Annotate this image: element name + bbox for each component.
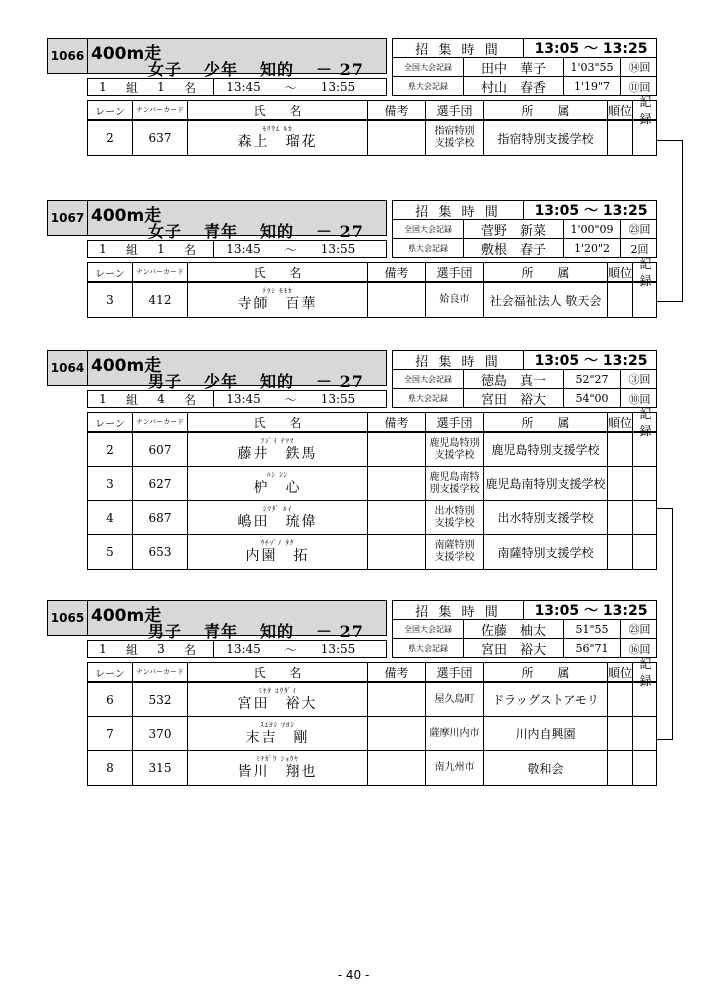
record-cell	[633, 283, 658, 317]
team-line: 支援学校	[434, 449, 475, 461]
page-number: - 40 -	[337, 968, 370, 982]
category-part: 少年	[204, 372, 239, 391]
gather-time: 13:05 ～ 13:25	[523, 39, 658, 57]
category-part: 知的	[260, 222, 295, 241]
header-record: 記 録	[639, 257, 652, 288]
prefectural-record-value: 1'19"7	[563, 77, 620, 96]
time-wave: 〜	[284, 392, 297, 407]
note-cell	[368, 717, 426, 750]
gather-row	[393, 351, 656, 370]
national-record-label: 全国大会記録	[404, 62, 452, 72]
national-record-holder: 田中 華子	[463, 58, 563, 76]
athlete-name: 枦 心	[253, 479, 302, 496]
group-mei-label: 名	[183, 80, 196, 95]
prefectural-record-row	[393, 639, 656, 658]
group-count: 4	[157, 392, 165, 406]
table-row	[88, 283, 656, 317]
header-affiliation: 所 属	[484, 101, 608, 119]
header-team: 選手団	[426, 263, 484, 281]
header-rank: 順位	[608, 413, 633, 431]
bracket-connector	[657, 140, 683, 302]
national-record-value: 51"55	[563, 620, 620, 638]
end-time: 13:55	[320, 242, 356, 256]
team-cell	[426, 535, 484, 569]
record-info-box	[392, 38, 657, 96]
group-kumi-label: 組	[125, 80, 138, 95]
rank-cell	[608, 467, 633, 500]
national-record-holder: 菅野 新菜	[463, 220, 563, 238]
number-card: 315	[133, 751, 188, 785]
prefectural-record-holder: 宮田 裕大	[463, 639, 563, 658]
athlete-name-cell	[188, 121, 368, 155]
header-lane: レーン	[88, 413, 133, 431]
header-lane: レーン	[88, 101, 133, 119]
group-count: 1	[157, 242, 165, 256]
prefectural-record-value: 1'20"2	[563, 239, 620, 258]
national-record-value: 52"27	[563, 370, 620, 388]
category-part: 青年	[204, 222, 239, 241]
national-record-edition: ③回	[620, 370, 658, 388]
record-cell	[633, 121, 658, 155]
event-number: 1064	[47, 350, 87, 386]
record-cell	[633, 535, 658, 569]
table-header	[88, 257, 656, 288]
national-record-edition: ㉓回	[620, 220, 658, 238]
team-line: 屋久島町	[434, 693, 475, 705]
event-name: 400m走	[91, 206, 162, 226]
start-time: 13:45	[213, 391, 273, 407]
number-card: 532	[133, 683, 188, 716]
team-cell	[426, 121, 484, 155]
prefectural-record-holder: 宮田 裕大	[463, 389, 563, 408]
header-team: 選手団	[426, 413, 484, 431]
prefectural-record-value: 56"71	[563, 639, 620, 658]
national-record-value: 1'03"55	[563, 58, 620, 76]
prefectural-record-edition: 2回	[620, 239, 658, 258]
end-time: 13:55	[320, 642, 356, 656]
category-part: － 27	[316, 60, 364, 79]
group-count: 3	[157, 642, 165, 656]
gather-row	[393, 201, 656, 220]
national-record-row	[393, 620, 656, 639]
national-record-label: 全国大会記録	[404, 374, 452, 384]
team-line: 別支援学校	[429, 483, 480, 495]
national-record-row	[393, 220, 656, 239]
header-affiliation: 所 属	[484, 263, 608, 281]
table-row	[88, 501, 656, 535]
header-team: 選手団	[426, 101, 484, 119]
team-cell	[426, 467, 484, 500]
number-card: 687	[133, 501, 188, 534]
athlete-kana: ﾐﾔﾀ ﾕｳﾀﾞｲ	[258, 686, 297, 695]
athlete-kana: ｳﾁｿﾞﾉ ﾀｸ	[260, 539, 295, 547]
table-row	[88, 535, 656, 569]
athlete-name: 藤井 鉄馬	[237, 445, 318, 462]
header-number-card: ナンバーカード	[133, 663, 188, 681]
prefectural-record-label: 県大会記録	[408, 644, 448, 653]
note-cell	[368, 501, 426, 534]
athlete-name: 内園 拓	[245, 548, 310, 564]
group-number: 1	[99, 242, 107, 256]
category-part: 知的	[260, 622, 295, 641]
header-record: 記 録	[639, 95, 652, 126]
note-cell	[368, 121, 426, 155]
prefectural-record-edition: ⑪回	[620, 77, 658, 96]
gather-label: 招 集 時 間	[415, 604, 501, 620]
note-cell	[368, 467, 426, 500]
prefectural-record-value: 54"00	[563, 389, 620, 408]
event-title-band	[87, 38, 387, 79]
national-record-row	[393, 58, 656, 77]
national-record-value: 1'00"09	[563, 220, 620, 238]
team-line: 指宿特別	[434, 126, 475, 137]
record-cell	[633, 467, 658, 500]
athlete-name: 寺師 百華	[237, 296, 318, 312]
athlete-name-cell	[188, 717, 368, 750]
rank-cell	[608, 751, 633, 785]
athlete-name: 末吉 剛	[245, 729, 310, 746]
prefectural-record-label: 県大会記録	[408, 244, 448, 253]
event-category	[148, 57, 386, 80]
end-time: 13:55	[320, 80, 356, 94]
table-row	[88, 683, 656, 717]
athlete-name-cell	[188, 467, 368, 500]
event-category	[148, 369, 386, 392]
note-cell	[368, 683, 426, 716]
event-title-band	[87, 350, 387, 391]
team-cell	[426, 683, 484, 716]
team-line: 出水特別	[434, 505, 475, 517]
prefectural-record-row	[393, 77, 656, 96]
lane-number: 4	[88, 501, 133, 534]
prefectural-record-holder: 敷根 春子	[463, 239, 563, 258]
lane-number: 5	[88, 535, 133, 569]
start-time: 13:45	[213, 241, 273, 257]
record-cell	[633, 683, 658, 716]
athlete-kana: ﾌｼﾞｲ ﾃﾂﾏ	[260, 436, 295, 445]
affiliation: 川内自興園	[484, 717, 608, 750]
gather-row	[393, 601, 656, 620]
entry-table	[87, 95, 657, 156]
table-row	[88, 121, 656, 155]
team-cell	[426, 717, 484, 750]
athlete-name-cell	[188, 283, 368, 317]
gather-label: 招 集 時 間	[415, 42, 501, 58]
athlete-name: 宮田 裕大	[237, 695, 318, 712]
rank-cell	[608, 433, 633, 466]
header-lane: レーン	[88, 263, 133, 281]
number-card: 627	[133, 467, 188, 500]
header-number-card: ナンバーカード	[133, 263, 188, 281]
event-name: 400m走	[91, 606, 162, 626]
event-name: 400m走	[91, 356, 162, 376]
category-part: 男子	[148, 622, 183, 641]
header-rank: 順位	[608, 663, 633, 681]
athlete-name-cell	[188, 535, 368, 569]
athlete-name: 皆川 翔也	[237, 764, 318, 780]
event-number: 1066	[47, 38, 87, 74]
header-name: 氏 名	[188, 263, 368, 281]
gather-time: 13:05 ～ 13:25	[523, 601, 658, 619]
prefectural-record-row	[393, 239, 656, 258]
gather-row	[393, 39, 656, 58]
prefectural-record-edition: ⑯回	[620, 639, 658, 658]
header-number-card: ナンバーカード	[133, 101, 188, 119]
event-category	[148, 219, 386, 242]
national-record-edition: ㉓回	[620, 620, 658, 638]
team-line: 南薩特別	[434, 540, 475, 551]
category-part: 知的	[260, 60, 295, 79]
header-rank: 順位	[608, 263, 633, 281]
national-record-holder: 徳島 真一	[463, 370, 563, 388]
team-line: 支援学校	[434, 552, 475, 563]
group-count: 1	[157, 80, 165, 94]
rank-cell	[608, 283, 633, 317]
lane-number: 2	[88, 433, 133, 466]
category-part: 知的	[260, 372, 295, 391]
header-note: 備考	[368, 663, 426, 681]
header-record: 記 録	[639, 407, 652, 438]
header-lane: レーン	[88, 663, 133, 681]
prefectural-record-edition: ⑩回	[620, 389, 658, 408]
rank-cell	[608, 121, 633, 155]
affiliation: 鹿児島特別支援学校	[484, 433, 608, 466]
header-affiliation: 所 属	[484, 663, 608, 681]
table-row	[88, 751, 656, 785]
team-line: 薩摩川内市	[429, 727, 480, 739]
category-part: 男子	[148, 372, 183, 391]
group-mei-label: 名	[183, 392, 196, 407]
header-name: 氏 名	[188, 663, 368, 681]
record-cell	[633, 501, 658, 534]
national-record-label: 全国大会記録	[404, 224, 452, 234]
table-header	[88, 657, 656, 688]
lane-number: 8	[88, 751, 133, 785]
affiliation: 敬和会	[484, 751, 608, 785]
athlete-kana: ﾃﾗｼ ﾓﾓｶ	[262, 287, 293, 295]
note-cell	[368, 751, 426, 785]
affiliation: 社会福祉法人 敬天会	[484, 283, 608, 317]
note-cell	[368, 433, 426, 466]
rank-cell	[608, 683, 633, 716]
category-part: 青年	[204, 622, 239, 641]
number-card: 653	[133, 535, 188, 569]
prefectural-record-row	[393, 389, 656, 408]
athlete-kana: ﾊｼ ｼﾝ	[266, 470, 289, 479]
rank-cell	[608, 535, 633, 569]
record-cell	[633, 433, 658, 466]
group-mei-label: 名	[183, 642, 196, 657]
event-number: 1067	[47, 200, 87, 236]
group-mei-label: 名	[183, 242, 196, 257]
time-wave: 〜	[284, 642, 297, 657]
team-cell	[426, 283, 484, 317]
record-info-box	[392, 600, 657, 658]
team-cell	[426, 751, 484, 785]
team-cell	[426, 433, 484, 466]
prefectural-record-label: 県大会記録	[408, 82, 448, 91]
group-number: 1	[99, 392, 107, 406]
category-part: 少年	[204, 60, 239, 79]
header-team: 選手団	[426, 663, 484, 681]
team-line: 姶良市	[439, 294, 470, 305]
bracket-connector	[657, 508, 673, 740]
entry-table	[87, 407, 657, 570]
number-card: 637	[133, 121, 188, 155]
group-kumi-label: 組	[125, 392, 138, 407]
number-card: 370	[133, 717, 188, 750]
group-line	[87, 240, 387, 258]
rank-cell	[608, 717, 633, 750]
team-line: 支援学校	[434, 138, 475, 149]
table-row	[88, 433, 656, 467]
affiliation: ドラッグストアモリ	[484, 683, 608, 716]
header-affiliation: 所 属	[484, 413, 608, 431]
start-time: 13:45	[213, 79, 273, 95]
lane-number: 6	[88, 683, 133, 716]
category-part: － 27	[316, 622, 364, 641]
group-number: 1	[99, 642, 107, 656]
header-note: 備考	[368, 263, 426, 281]
time-wave: 〜	[284, 242, 297, 257]
national-record-edition: ⑭回	[620, 58, 658, 76]
start-time: 13:45	[213, 641, 273, 657]
affiliation: 鹿児島南特別支援学校	[484, 467, 608, 500]
group-number: 1	[99, 80, 107, 94]
lane-number: 7	[88, 717, 133, 750]
table-header	[88, 95, 656, 126]
table-row	[88, 467, 656, 501]
number-card: 412	[133, 283, 188, 317]
header-number-card: ナンバーカード	[133, 413, 188, 431]
lane-number: 3	[88, 467, 133, 500]
team-cell	[426, 501, 484, 534]
lane-number: 2	[88, 121, 133, 155]
record-info-box	[392, 350, 657, 408]
national-record-row	[393, 370, 656, 389]
category-part: － 27	[316, 372, 364, 391]
team-line: 南九州市	[434, 762, 475, 773]
header-record: 記 録	[639, 657, 652, 688]
header-note: 備考	[368, 413, 426, 431]
athlete-name-cell	[188, 501, 368, 534]
athlete-kana: ｼﾏﾀﾞ ﾙｲ	[262, 504, 293, 513]
number-card: 607	[133, 433, 188, 466]
affiliation: 南薩特別支援学校	[484, 535, 608, 569]
affiliation: 指宿特別支援学校	[484, 121, 608, 155]
note-cell	[368, 283, 426, 317]
national-record-holder: 佐藤 柚太	[463, 620, 563, 638]
athlete-kana: ﾓﾘｳｴ ﾙｶ	[262, 125, 293, 133]
category-part: 女子	[148, 222, 183, 241]
entry-table	[87, 657, 657, 786]
athlete-name-cell	[188, 683, 368, 716]
header-rank: 順位	[608, 101, 633, 119]
table-row	[88, 717, 656, 751]
team-line: 支援学校	[434, 517, 475, 529]
lane-number: 3	[88, 283, 133, 317]
entry-table	[87, 257, 657, 318]
event-number: 1065	[47, 600, 87, 636]
record-cell	[633, 717, 658, 750]
group-line	[87, 390, 387, 408]
gather-label: 招 集 時 間	[415, 204, 501, 220]
team-line: 鹿児島南特	[429, 471, 480, 483]
national-record-label: 全国大会記録	[404, 624, 452, 634]
athlete-name-cell	[188, 433, 368, 466]
event-name: 400m走	[91, 44, 162, 64]
gather-time: 13:05 ～ 13:25	[523, 351, 658, 369]
rank-cell	[608, 501, 633, 534]
athlete-name-cell	[188, 751, 368, 785]
athlete-name: 嶋田 琉偉	[237, 513, 318, 530]
category-part: － 27	[316, 222, 364, 241]
prefectural-record-label: 県大会記録	[408, 394, 448, 403]
gather-time: 13:05 ～ 13:25	[523, 201, 658, 219]
prefectural-record-holder: 村山 春香	[463, 77, 563, 96]
group-line	[87, 78, 387, 96]
record-cell	[633, 751, 658, 785]
athlete-name: 森上 瑠花	[237, 134, 318, 150]
end-time: 13:55	[320, 392, 356, 406]
group-kumi-label: 組	[125, 242, 138, 257]
event-title-band	[87, 200, 387, 241]
gather-label: 招 集 時 間	[415, 354, 501, 370]
group-kumi-label: 組	[125, 642, 138, 657]
group-line	[87, 640, 387, 658]
athlete-kana: ﾐﾅｶﾞﾜ ｼｮｳﾔ	[256, 755, 299, 763]
athlete-kana: ｽｴﾖｼ ﾂﾖｼ	[260, 720, 295, 729]
event-title-band	[87, 600, 387, 641]
affiliation: 出水特別支援学校	[484, 501, 608, 534]
time-wave: 〜	[284, 80, 297, 95]
category-part: 女子	[148, 60, 183, 79]
team-line: 鹿児島特別	[429, 437, 480, 449]
header-note: 備考	[368, 101, 426, 119]
header-name: 氏 名	[188, 413, 368, 431]
table-header	[88, 407, 656, 438]
event-category	[148, 619, 386, 642]
header-name: 氏 名	[188, 101, 368, 119]
record-info-box	[392, 200, 657, 258]
note-cell	[368, 535, 426, 569]
